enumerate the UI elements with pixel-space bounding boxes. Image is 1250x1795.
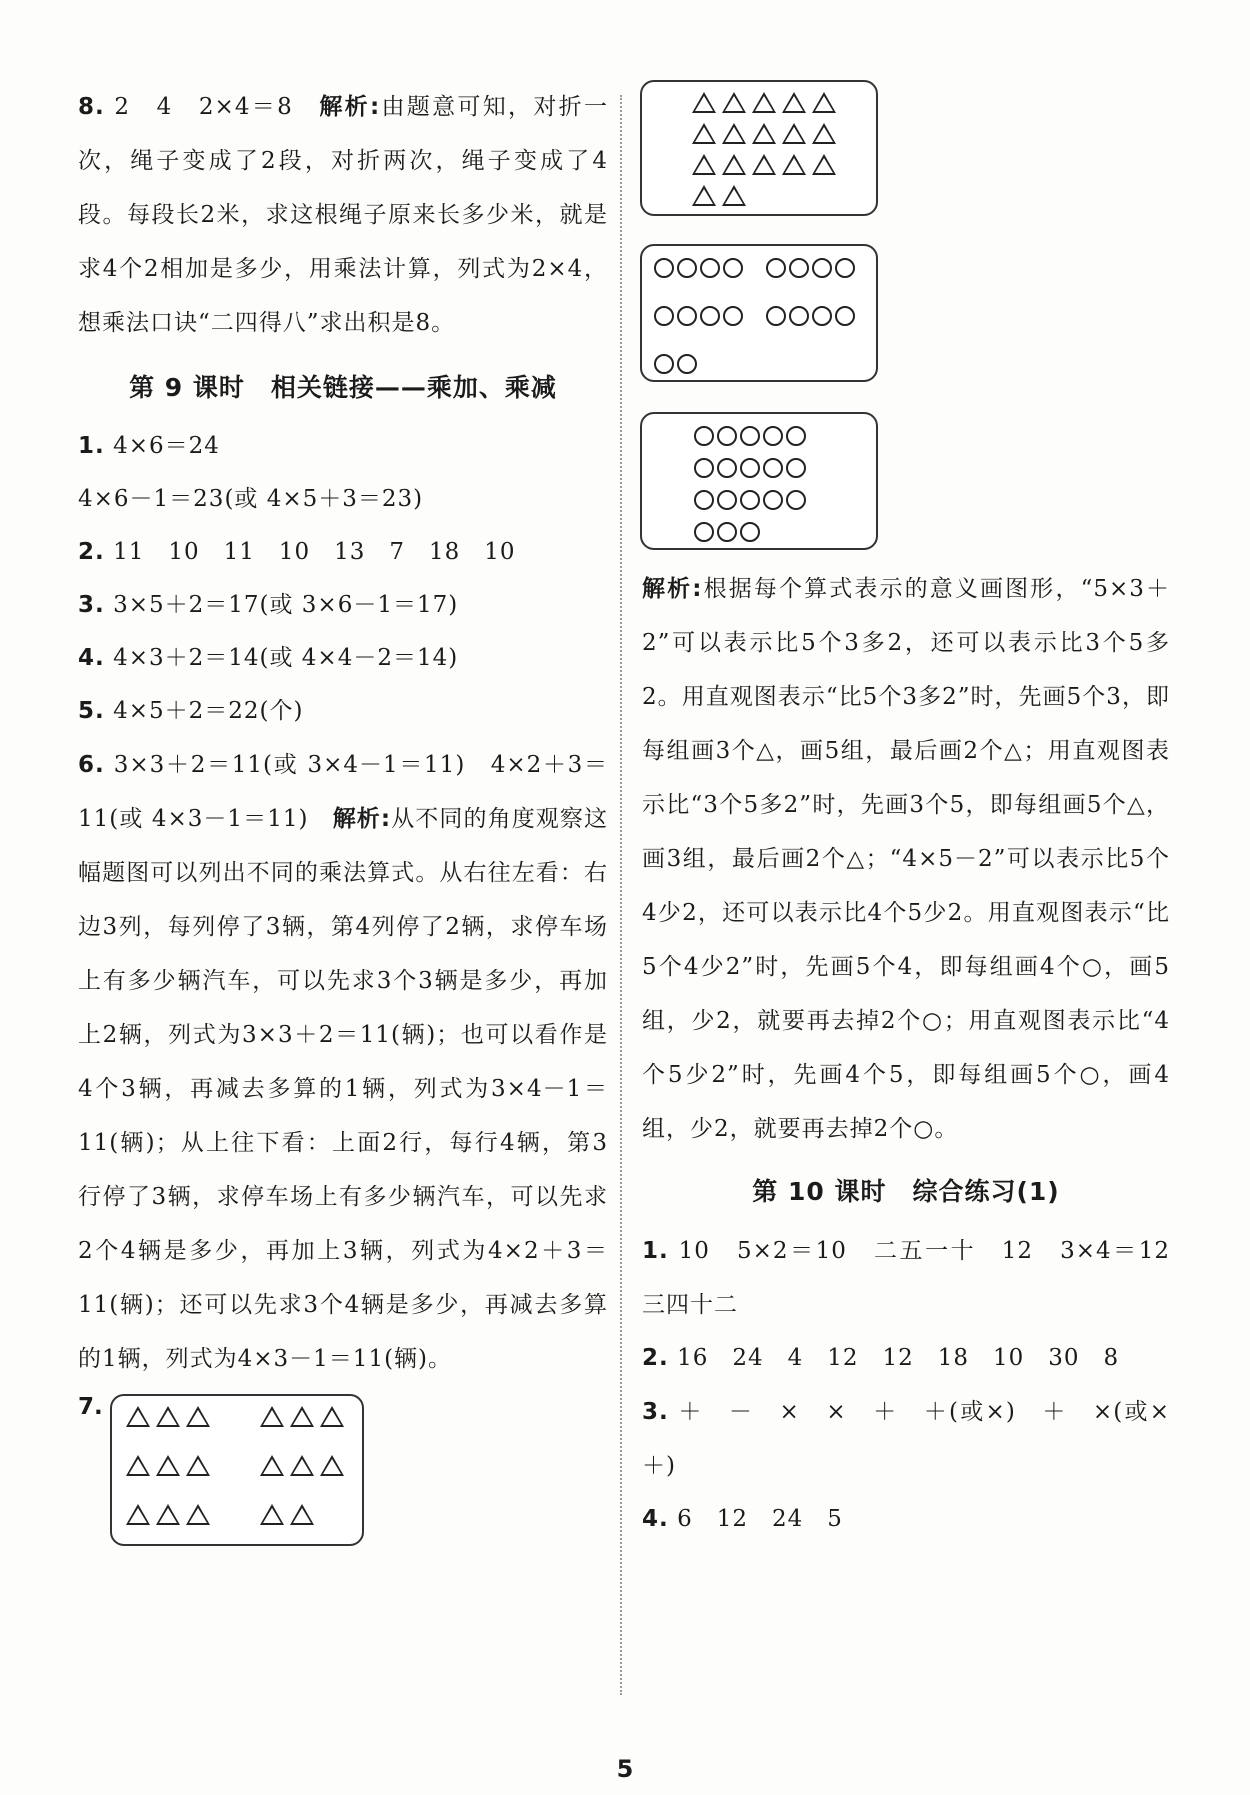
- question-number: 1.: [78, 433, 105, 459]
- shape-row: [692, 92, 876, 113]
- triangle-figure-box: [110, 1394, 364, 1546]
- circle-icon: [723, 258, 743, 278]
- triangle-icon: [290, 1406, 314, 1427]
- triangle-icon: [320, 1455, 344, 1476]
- right-column: [642, 80, 1195, 1546]
- figure-analysis: [642, 562, 1170, 1156]
- answer-r4: [642, 1493, 1170, 1546]
- lesson-9-heading: 第 9 课时 相关链接——乘加、乘减: [129, 373, 557, 402]
- shape-row: [654, 354, 876, 374]
- triangle-icon: [782, 123, 806, 144]
- analysis-label: 解析:: [319, 94, 381, 120]
- circle-icon: [786, 490, 806, 510]
- circle-icon: [694, 458, 714, 478]
- triangle-icon: [290, 1504, 314, 1525]
- analysis-label: 解析:: [332, 806, 392, 832]
- circle-icon: [812, 306, 832, 326]
- answer-2: [78, 526, 608, 579]
- triangle-icon: [692, 154, 716, 175]
- shape-row: [694, 458, 876, 478]
- circle-icon: [835, 258, 855, 278]
- column-divider: [620, 95, 622, 1695]
- analysis-label: 解析:: [642, 576, 703, 602]
- answer-4: [78, 632, 608, 685]
- shape-row: [694, 490, 876, 510]
- circle-icon: [723, 306, 743, 326]
- circle-icon: [677, 354, 697, 374]
- lesson-10-heading: 第 10 课时 综合练习(1): [752, 1177, 1060, 1206]
- question-number: 8.: [78, 94, 105, 120]
- answer-1: [78, 420, 608, 473]
- triangle-icon: [260, 1504, 284, 1525]
- circle-figure-box-2: [640, 412, 878, 550]
- triangle-icon: [186, 1455, 210, 1476]
- circle-icon: [766, 306, 786, 326]
- answer-r2: [642, 1332, 1170, 1385]
- circle-icon: [717, 458, 737, 478]
- answer-text: 6 12 24 5: [677, 1506, 843, 1532]
- answer-r3: [642, 1385, 1195, 1493]
- shape-row: [126, 1406, 362, 1427]
- question-number: 7.: [78, 1394, 103, 1420]
- circle-icon: [766, 258, 786, 278]
- answer-text: 2 4 2×4＝8: [114, 94, 320, 120]
- triangle-icon: [186, 1406, 210, 1427]
- shape-row: [692, 123, 876, 144]
- circle-icon: [694, 426, 714, 446]
- circle-icon: [654, 258, 674, 278]
- shape-row: [126, 1455, 362, 1476]
- question-number: 3.: [642, 1399, 669, 1425]
- question-number: 4.: [642, 1506, 669, 1532]
- answer-text: 11 10 11 10 13 7 18 10: [113, 539, 516, 565]
- circle-icon: [700, 258, 720, 278]
- shape-row: [694, 522, 876, 542]
- circle-icon: [740, 522, 760, 542]
- triangle-icon: [812, 92, 836, 113]
- analysis-text: 根据每个算式表示的意义画图形，“5×3＋2”可以表示比5个3多2，还可以表示比3个5多2。用直观图表示“比5个3多2”时，先画5个3，即每组画3个△，画5组，最后画2个△；用直观图表示比“3个5多2”时，先画3个5，即每组画5个△，画3组，最后画2个△；“4×5－2”可以表示比5个4少2，还可以表示比4个5少2。用直观图表示“比5个4少2”时，先画5个4，即每组画4个○，画5组，少2，就要再去掉2个○；用直观图表示比“4个5少2”时，先画4个5，即每组画5个○，画4组，少2，就要再去掉2个○。: [642, 576, 1171, 1142]
- circle-icon: [677, 258, 697, 278]
- circle-icon: [694, 490, 714, 510]
- answer-7: [78, 1394, 608, 1546]
- triangle-icon: [722, 123, 746, 144]
- answer-text: 4×3＋2＝14(或 4×4－2＝14): [113, 645, 459, 671]
- answer-text: 16 24 4 12 12 18 10 30 8: [677, 1345, 1120, 1371]
- triangle-icon: [752, 154, 776, 175]
- shape-row: [126, 1504, 362, 1525]
- circle-icon: [786, 458, 806, 478]
- circle-icon: [717, 426, 737, 446]
- analysis-text: 由题意可知，对折一次，绳子变成了2段，对折两次，绳子变成了4段。每段长2米，求这根绳子原来长多少米，就是求4个2相加是多少，用乘法计算，列式为2×4，想乘法口诀“二四得八”求出积是8。: [78, 94, 608, 336]
- triangle-icon: [722, 92, 746, 113]
- question-number: 1.: [642, 1238, 669, 1264]
- triangle-icon: [156, 1504, 180, 1525]
- circle-icon: [812, 258, 832, 278]
- circle-icon: [717, 522, 737, 542]
- circle-icon: [786, 426, 806, 446]
- shape-row: [692, 154, 876, 175]
- triangle-icon: [692, 185, 716, 206]
- answer-text: 4×5＋2＝22(个): [113, 698, 304, 724]
- question-number: 2.: [642, 1345, 669, 1371]
- answer-6: [78, 738, 608, 1386]
- circle-icon: [789, 258, 809, 278]
- triangle-icon: [722, 185, 746, 206]
- question-number: 5.: [78, 698, 105, 724]
- triangle-icon: [782, 92, 806, 113]
- triangle-icon: [126, 1504, 150, 1525]
- triangle-icon: [260, 1406, 284, 1427]
- circle-icon: [789, 306, 809, 326]
- triangle-icon: [752, 92, 776, 113]
- question-number: 6.: [78, 752, 105, 778]
- left-column: [78, 80, 608, 1546]
- question-number: 3.: [78, 592, 105, 618]
- triangle-icon: [812, 154, 836, 175]
- circle-icon: [740, 490, 760, 510]
- circle-icon: [654, 354, 674, 374]
- triangle-icon: [692, 123, 716, 144]
- shape-row: [694, 426, 876, 446]
- circle-icon: [654, 306, 674, 326]
- triangle-icon: [290, 1455, 314, 1476]
- triangle-icon: [752, 123, 776, 144]
- circle-icon: [677, 306, 697, 326]
- triangle-icon: [320, 1406, 344, 1427]
- triangle-icon: [186, 1504, 210, 1525]
- circle-icon: [694, 522, 714, 542]
- page-number: 5: [616, 1755, 634, 1783]
- circle-icon: [740, 458, 760, 478]
- answer-text: 3×3＋2＝11(或 3×4－1＝11) 4×2＋3＝11(或 4×3－1＝11): [78, 752, 609, 832]
- triangle-icon: [260, 1455, 284, 1476]
- answer-r1: [642, 1224, 1170, 1332]
- question-number: 4.: [78, 645, 105, 671]
- answer-text: ＋ － × × ＋ ＋(或×) ＋ ×(或× ＋): [642, 1399, 1195, 1479]
- circle-icon: [835, 306, 855, 326]
- answer-text: 3×5＋2＝17(或 3×6－1＝17): [113, 592, 459, 618]
- circle-icon: [700, 306, 720, 326]
- answer-5: [78, 685, 608, 738]
- circle-icon: [717, 490, 737, 510]
- answer-3: [78, 579, 608, 632]
- answer-text: 10 5×2＝10 二五一十 12 3×4＝12 三四十二: [642, 1238, 1170, 1318]
- triangle-icon: [812, 123, 836, 144]
- circle-icon: [763, 426, 783, 446]
- answer-text: 4×6＝24: [113, 433, 220, 459]
- circle-icon: [763, 490, 783, 510]
- triangle-icon: [782, 154, 806, 175]
- shape-row: [654, 258, 876, 278]
- triangle-icon: [156, 1406, 180, 1427]
- triangle-icon: [126, 1406, 150, 1427]
- triangle-figure-box-1: [640, 80, 878, 216]
- shape-row: [654, 306, 876, 326]
- circle-icon: [740, 426, 760, 446]
- triangle-icon: [126, 1455, 150, 1476]
- shape-row: [692, 185, 876, 206]
- question-number: 2.: [78, 539, 105, 565]
- answer-8: [78, 80, 608, 350]
- triangle-icon: [692, 92, 716, 113]
- triangle-icon: [722, 154, 746, 175]
- analysis-text: 从不同的角度观察这幅题图可以列出不同的乘法算式。从右往左看：右边3列，每列停了3辆，第4列停了2辆，求停车场上有多少辆汽车，可以先求3个3辆是多少，再加上2辆，列式为3×3＋2＝11(辆)；也可以看作是4个3辆，再减去多算的1辆，列式为3×4－1＝11(辆)；从上往下看：上面2行，每行4辆，第3行停了3辆，求停车场上有多少辆汽车，可以先求2个4辆是多少，再加上3辆，列式为4×2＋3＝11(辆)；还可以先求3个4辆是多少，再减去多算的1辆，列式为4×3－1＝11(辆)。: [78, 806, 609, 1372]
- circle-icon: [763, 458, 783, 478]
- answer-1-alt: 4×6－1＝23(或 4×5＋3＝23): [78, 486, 424, 512]
- circle-figure-box-1: [640, 244, 878, 382]
- triangle-icon: [156, 1455, 180, 1476]
